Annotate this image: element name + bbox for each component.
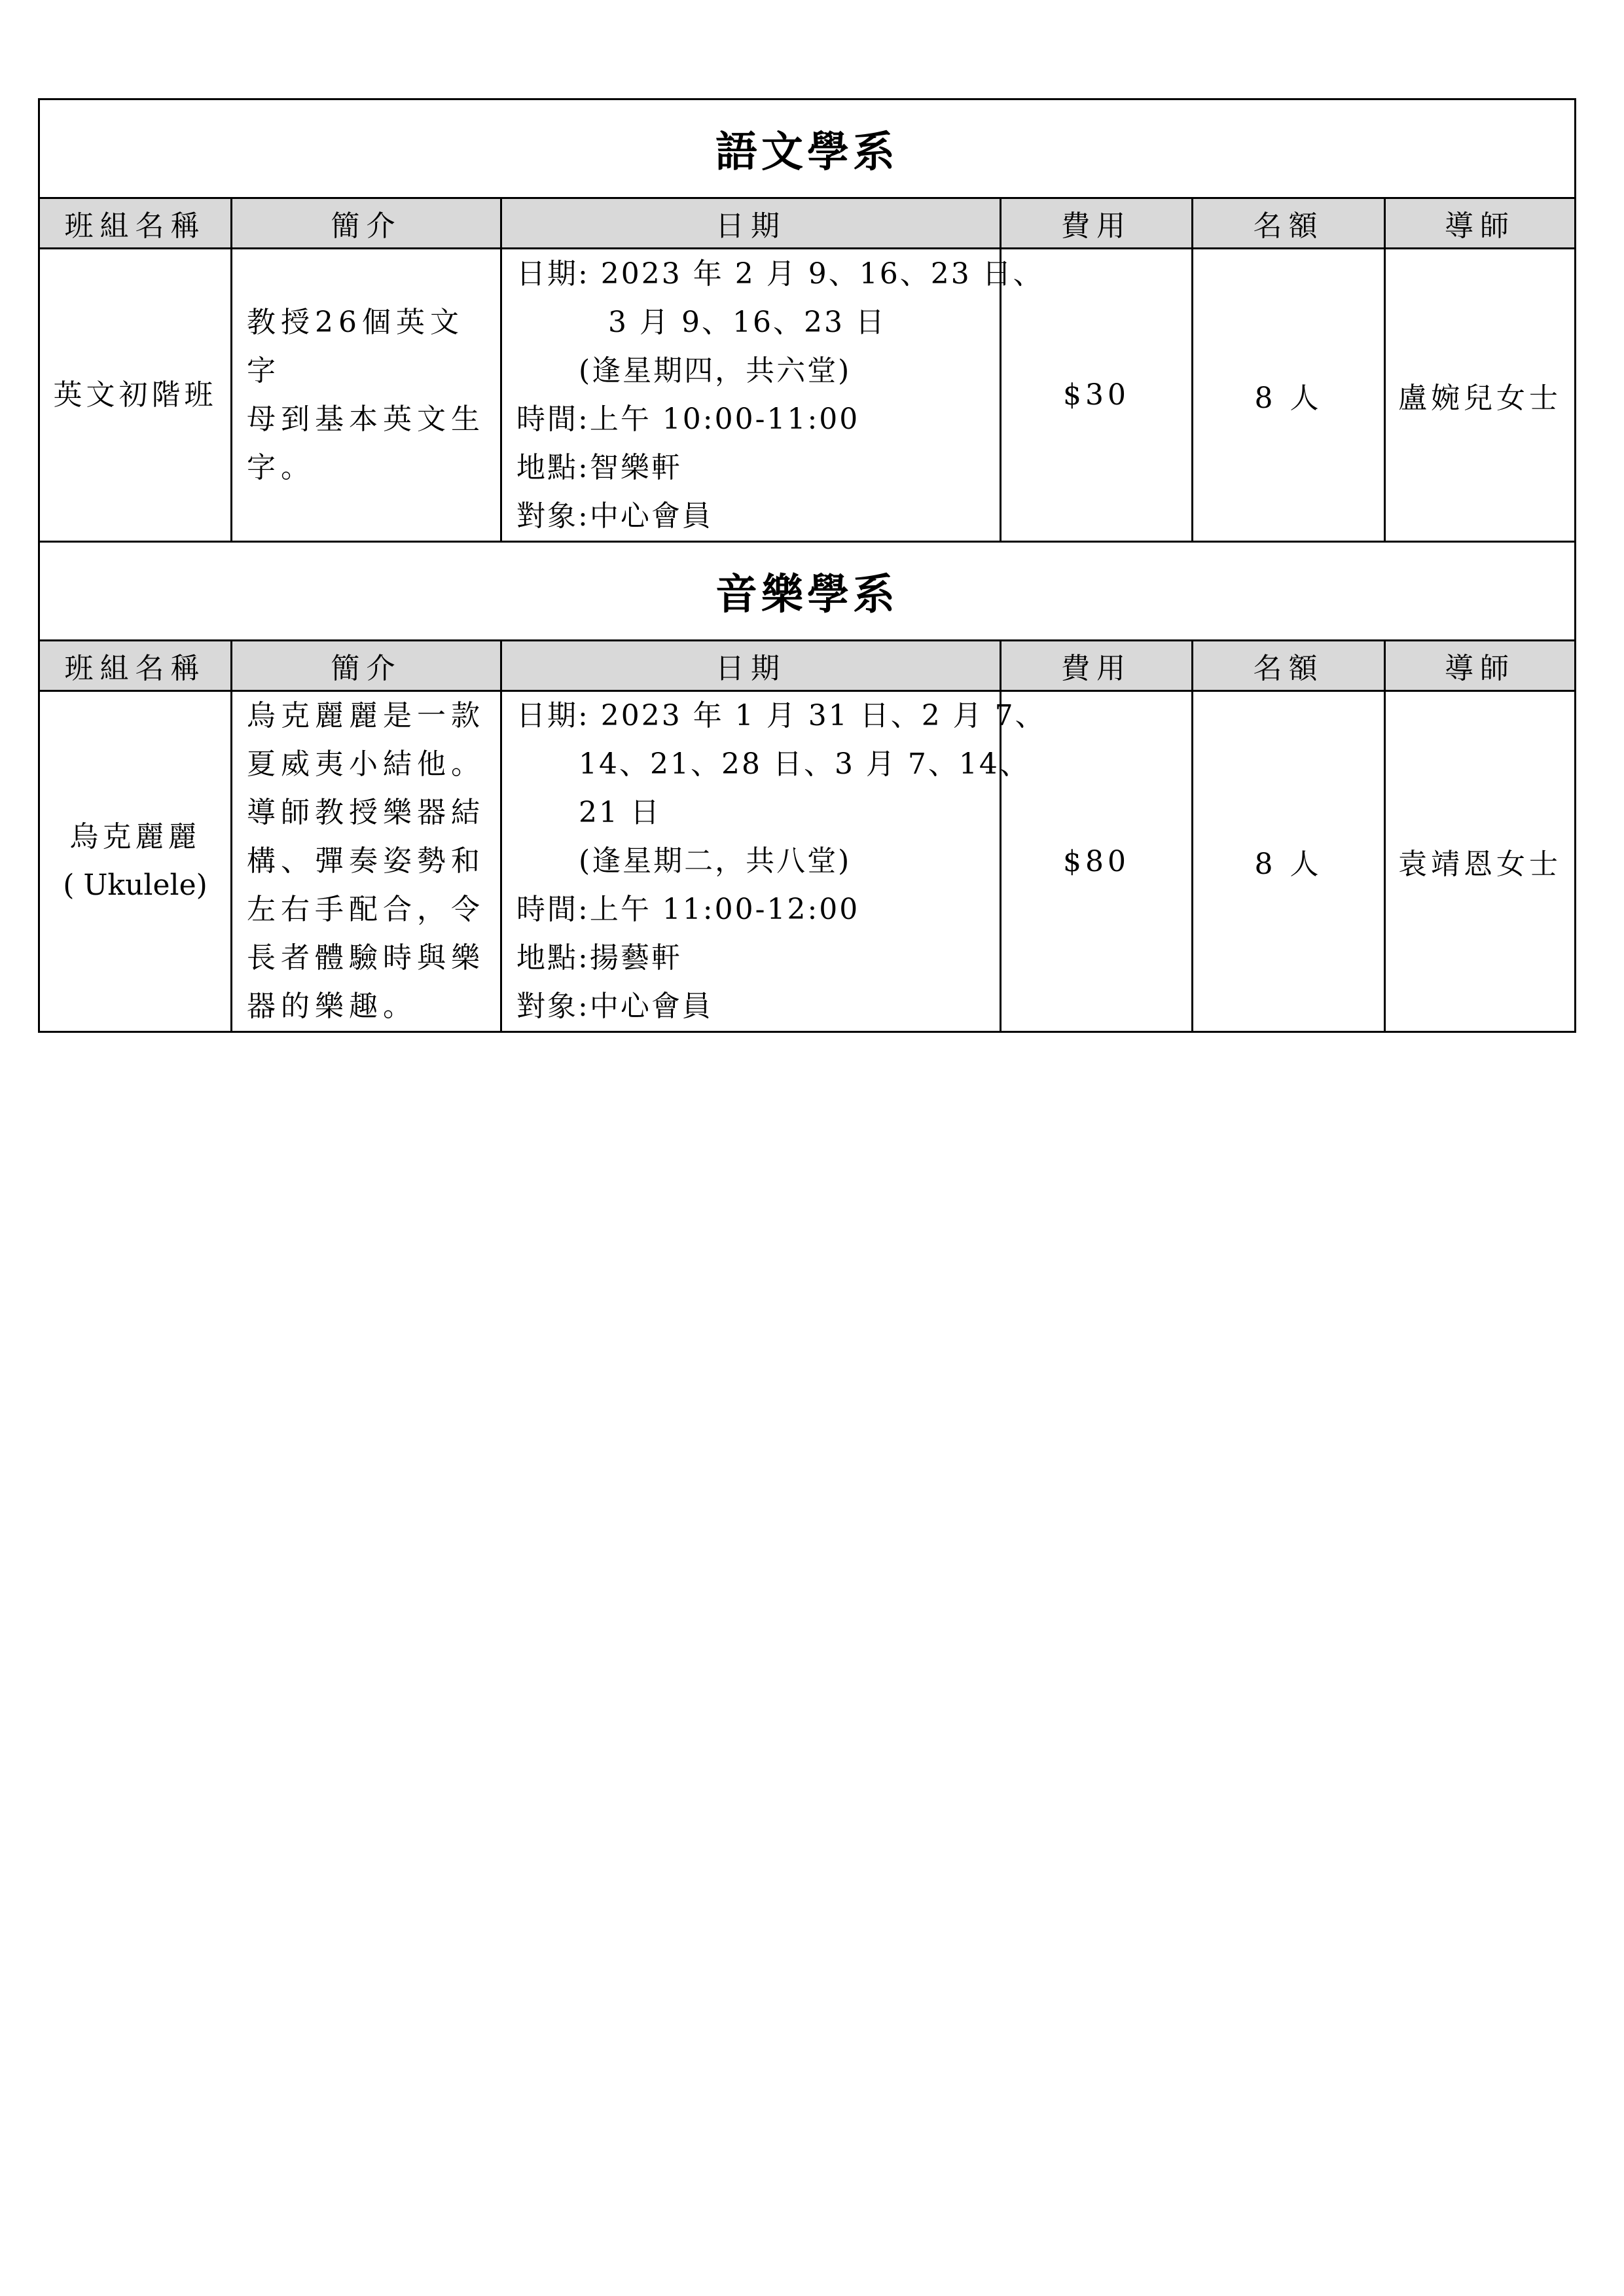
fee-cell: $80 [1001,691,1193,1032]
header-row [39,198,1576,249]
header-fee: 費用 [1001,641,1193,691]
quota-cell: 8 人 [1193,691,1385,1032]
header-class-name: 班組名稱 [39,641,232,691]
header-quota: 名額 [1193,641,1385,691]
venue-line: 地點:智樂軒 [516,450,682,484]
course-schedule [38,98,1574,1033]
section-title-row [39,542,1576,641]
description-line: 導師教授樂器結 [247,796,485,829]
fee-cell: $30 [1001,249,1193,542]
audience-line: 對象:中心會員 [516,990,713,1023]
tutor-cell: 袁靖恩女士 [1385,691,1576,1032]
section-title: 語文學系 [39,99,1576,198]
description-line: 字。 [247,450,315,484]
class-name: 英文初階班 [53,378,217,412]
class-name-cell [39,249,232,542]
class-name-english: ( Ukulele) [63,869,208,902]
description-line: 器的樂趣。 [247,990,417,1023]
course-table [38,98,1576,1033]
date-cell [501,691,1046,1032]
header-row [39,641,1576,691]
class-name: 烏克麗麗 [69,820,201,853]
description-cell [232,691,501,1032]
header-date: 日期 [501,641,1001,691]
description-line: 長者體驗時與樂 [247,941,485,975]
time-line: 時間:上午 10:00-11:00 [516,402,860,436]
tutor-cell: 盧婉兒女士 [1385,249,1576,542]
date-line: 3 月 9、16、23 日 [608,305,886,339]
header-date: 日期 [501,198,1001,249]
description-line: 教授26個英文字 [247,305,464,387]
description-line: 左右手配合，令 [247,893,485,926]
description-line: 烏克麗麗是一款 [247,699,485,732]
header-description: 簡介 [232,198,501,249]
quota-cell: 8 人 [1193,249,1385,542]
date-line: 日期: 2023 年 2 月 9、16、23 日、 [516,257,1044,291]
date-cell [501,249,1044,542]
header-quota: 名額 [1193,198,1385,249]
table-row [39,249,1576,542]
time-line: 時間:上午 11:00-12:00 [516,893,860,926]
description-line: 母到基本英文生 [247,402,485,436]
header-class-name: 班組名稱 [39,198,232,249]
class-name-cell [39,691,232,1032]
description-line: 夏威夷小結他。 [247,747,485,781]
date-line: 21 日 [579,796,661,829]
audience-line: 對象:中心會員 [516,499,713,533]
session-note: (逢星期二，共八堂) [579,844,852,878]
header-fee: 費用 [1001,198,1193,249]
table-row [39,691,1576,1032]
header-tutor: 導師 [1385,198,1576,249]
venue-line: 地點:揚藝軒 [516,941,682,975]
header-description: 簡介 [232,641,501,691]
date-line: 14、21、28 日、3 月 7、14、 [579,747,1030,781]
description-cell [232,249,501,542]
section-title-row [39,99,1576,198]
header-tutor: 導師 [1385,641,1576,691]
description-line: 構、彈奏姿勢和 [247,844,485,878]
section-title: 音樂學系 [39,542,1576,641]
session-note: (逢星期四，共六堂) [579,353,852,387]
date-line: 日期: 2023 年 1 月 31 日、2 月 7、 [516,699,1046,732]
